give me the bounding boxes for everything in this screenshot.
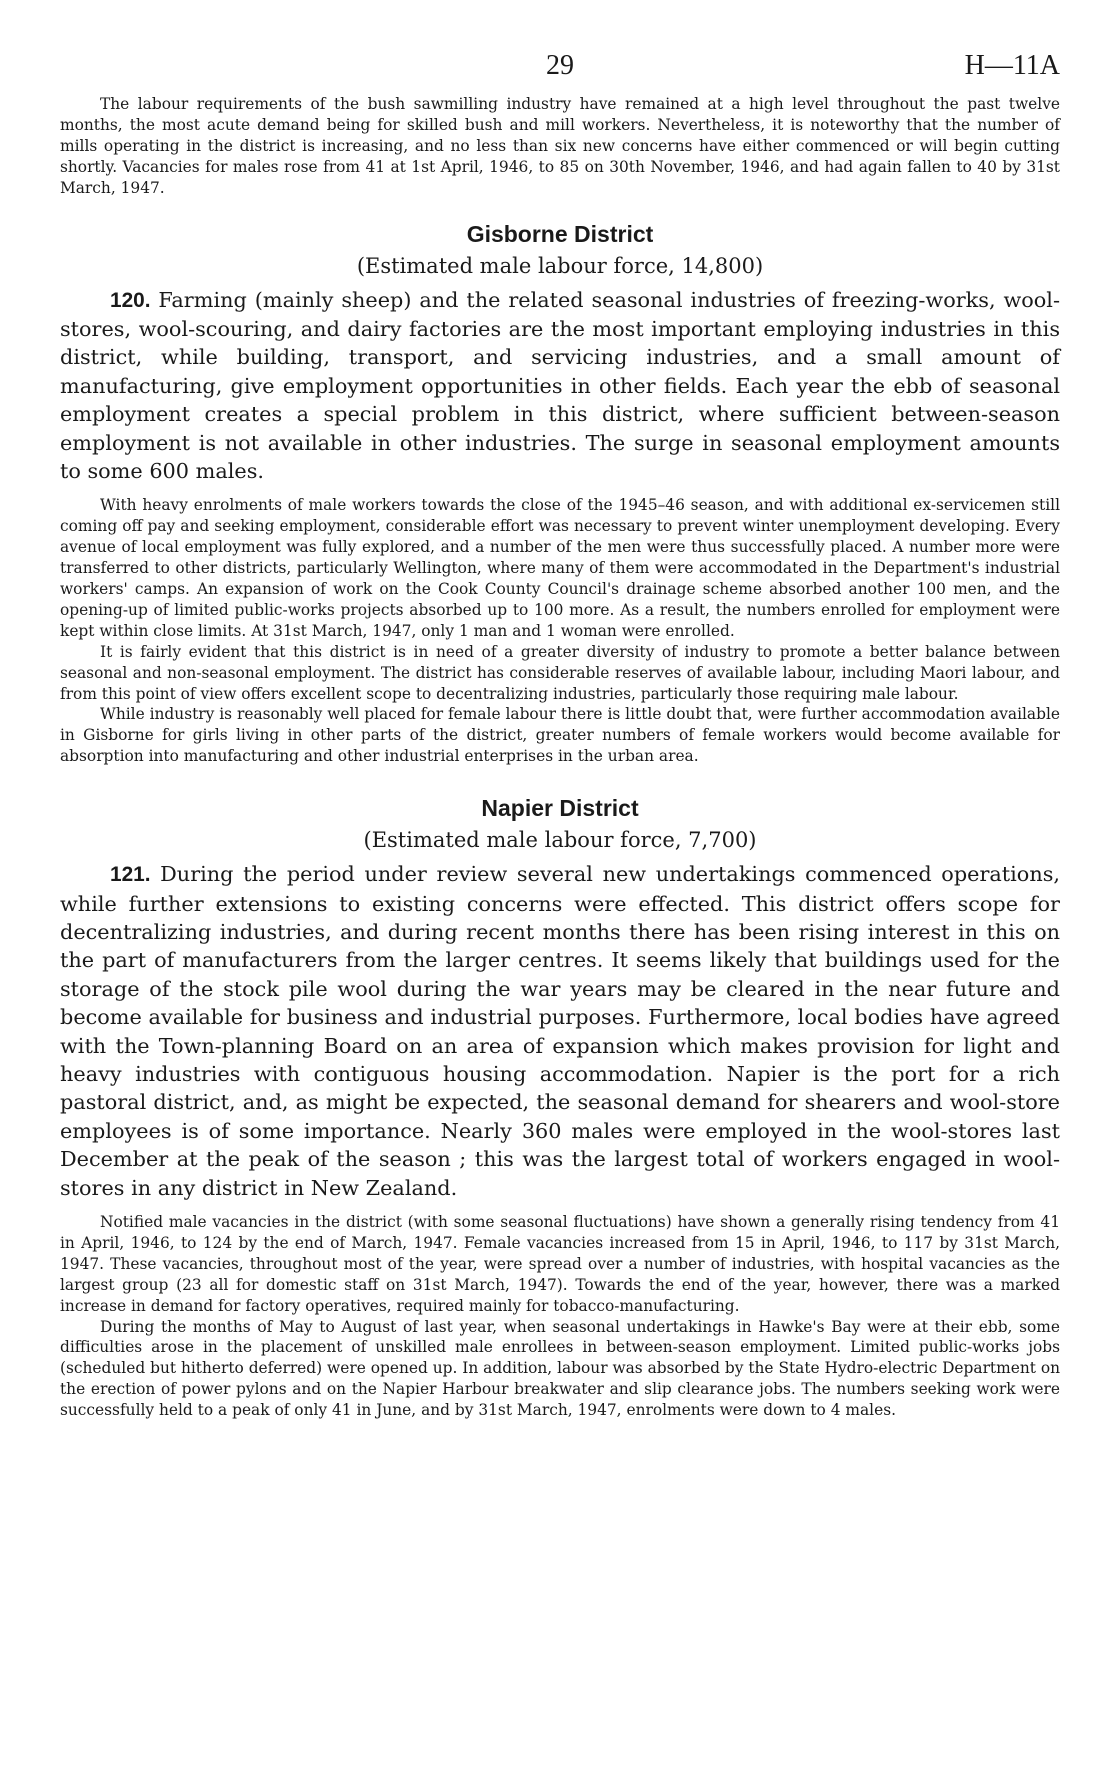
body-paragraph: With heavy enrolments of male workers towards the close of the 1945–46 season, and with additional ex-servicemen still coming off pay and seeking employment, considerable effort was necessary to prevent winter unemployment developing. Every avenue of local employment was fully explored, and a number of the men were thus successfully placed. A number more were transferred to other districts, particularly Wellington, where many of them were accommodated in the Department's industrial workers' camps. An expansion of work on the Cook County Council's drainage scheme absorbed another 100 men, and the opening-up of limited public-works projects absorbed up to 100 more. As a result, the numbers enrolled for employment were kept within close limits. At 31st March, 1947, only 1 man and 1 woman were enrolled. (60, 496, 1060, 640)
napier-section (60, 795, 1060, 1421)
document-reference: H—11A (964, 50, 1060, 81)
page-header (60, 50, 1060, 94)
body-paragraph: Notified male vacancies in the district (with some seasonal fluctuations) have shown a generally rising tendency from 41 in April, 1946, to 124 by the end of March, 1947. Female vacancies increased from 15 in April, 1946, to 117 by 31st March, 1947. These vacancies, throughout most of the year, were spread over a number of industries, with hospital vacancies as the largest group (23 all for domestic staff on 31st March, 1947). Towards the end of the year, however, there was a marked increase in demand for factory operatives, required mainly for tobacco-manufacturing. (60, 1213, 1060, 1315)
paragraph-text: During the period under review several new undertakings commenced operations, while further extensions to existing concerns were effected. This district offers scope for decentralizing industries, and during recent months there has been rising interest in this on the part of manufacturers from the larger centres. It seems likely that buildings used for the storage of the stock pile wool during the war years may be cleared in the near future and become available for business and industrial purposes. Furthermore, local bodies have agreed with the Town-planning Board on an area of expansion which makes provision for light and heavy industries with contiguous housing accommodation. Napier is the port for a rich pastoral district, and, as might be expected, the seasonal demand for shearers and wool-store employees is of some importance. Nearly 360 males were employed in the wool-stores last December at the peak of the season ; this was the largest total of workers engaged in wool-stores in any district in New Zealand. (60, 862, 1060, 1200)
paragraph-number: 121. (110, 863, 151, 887)
napier-heading: Napier District (481, 795, 639, 822)
document-page (60, 50, 1060, 1421)
gisborne-section (60, 221, 1060, 768)
gisborne-heading: Gisborne District (466, 220, 654, 247)
paragraph-text: Farming (mainly sheep) and the related seasonal industries of freezing-works, wool-stores, wool-scouring, and dairy factories are the most important employing industries in this district, while building, transport, and servicing industries, and a small amount of manufacturing, give employment opportunities in other fields. Each year the ebb of seasonal employment creates a special problem in this district, where sufficient between-season employment is not available in other industries. The surge in seasonal employment amounts to some 600 males. (60, 287, 1060, 483)
gisborne-main-paragraph (60, 286, 1060, 486)
gisborne-subheading: (Estimated male labour force, 14,800) (356, 253, 764, 278)
body-paragraph: During the months of May to August of last year, when seasonal undertakings in Hawke's Bay were at their ebb, some difficulties arose in the placement of unskilled male enrollees in between-season employment. Limited public-works jobs (scheduled but hitherto deferred) were opened up. In addition, labour was absorbed by the State Hydro-electric Department on the erection of power pylons and on the Napier Harbour breakwater and slip clearance jobs. The numbers seeking work were successfully held to a peak of only 41 in June, and by 31st March, 1947, enrolments were down to 4 males. (60, 1317, 1060, 1420)
paragraph-number: 120. (110, 288, 151, 312)
napier-main-paragraph (60, 860, 1060, 1202)
body-paragraph: While industry is reasonably well placed for female labour there is little doubt that, were further accommodation available in Gisborne for girls living in other parts of the district, greater numbers of female workers would become available for absorption into manufacturing and other industrial enterprises in the urban area. (60, 705, 1060, 766)
gisborne-details (60, 495, 1060, 767)
page-number: 29 (546, 50, 574, 81)
napier-subheading: (Estimated male labour force, 7,700) (363, 828, 757, 853)
intro-section (60, 94, 1060, 199)
intro-paragraph: The labour requirements of the bush sawmilling industry have remained at a high level throughout the past twelve months, the most acute demand being for skilled bush and mill workers. Nevertheless, it is noteworthy that the number of mills operating in the district is increasing, and no less than six new concerns have either commenced or will begin cutting shortly. Vacancies for males rose from 41 at 1st April, 1946, to 85 on 30th November, 1946, and had again fallen to 40 by 31st March, 1947. (60, 95, 1060, 197)
napier-details (60, 1212, 1060, 1421)
body-paragraph: It is fairly evident that this district is in need of a greater diversity of industry to promote a better balance between seasonal and non-seasonal employment. The district has considerable reserves of available labour, including Maori labour, and from this point of view offers excellent scope to decentralizing industries, particularly those requiring male labour. (60, 642, 1060, 703)
